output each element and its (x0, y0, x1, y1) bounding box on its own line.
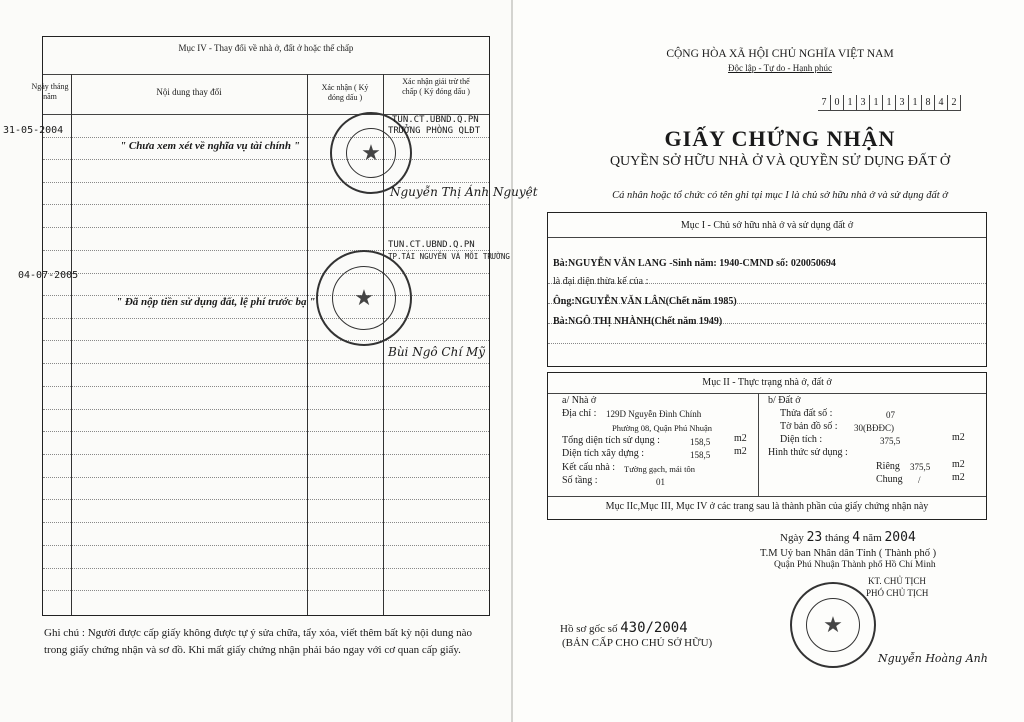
serial-number: 7 0 1 3 1 1 3 1 8 4 2 (818, 95, 961, 111)
land-area-value: 375,5 (880, 436, 901, 446)
entry1-stamp-line2: TRƯỞNG PHÒNG QLĐT (388, 126, 481, 136)
land-area-unit: m2 (952, 432, 965, 443)
file-number: Hồ sơ gốc số 430/2004 (560, 620, 688, 636)
house-address-2: Phường 08, Quận Phú Nhuận (612, 423, 713, 433)
official-seal-1: ★ (330, 112, 412, 194)
col-content-header: Nội dung thay đổi (156, 87, 222, 97)
copy-label: (BẢN CẤP CHO CHỦ SỞ HỮU) (562, 637, 713, 649)
page-fold (511, 0, 513, 722)
section1-box (547, 212, 987, 367)
plot-label: Thửa đất số : (780, 408, 833, 419)
entry1-content: " Chưa xem xét về nghĩa vụ tài chính " (120, 140, 300, 152)
entry2-stamp-line1: TUN.CT.UBND.Q.PN (388, 240, 475, 250)
plot-value: 07 (886, 410, 895, 420)
private-label: Riêng (876, 461, 900, 472)
nation-header: CỘNG HÒA XÃ HỘI CHỦ NGHĨA VIỆT NAM (666, 48, 894, 60)
structure-label: Kết cấu nhà : (562, 462, 616, 473)
col-date-header: Ngày tháng năm (31, 82, 69, 101)
certificate-subtitle: QUYỀN SỞ HỮU NHÀ Ở VÀ QUYỀN SỬ DỤNG ĐẤT Ở (609, 154, 951, 169)
nation-motto: Độc lập - Tự do - Hạnh phúc (728, 63, 832, 73)
entry2-stamp-line2: TP.TÀI NGUYÊN VÀ MÔI TRƯỜNG (388, 252, 510, 261)
sign-title-2: PHÓ CHỦ TỊCH (866, 588, 929, 598)
house-heading: a/ Nhà ở (562, 395, 597, 406)
shared-value: / (918, 475, 921, 485)
build-area-value: 158,5 (690, 450, 711, 460)
house-address: 129D Nguyễn Đình Chính (606, 409, 702, 419)
shared-label: Chung (876, 474, 903, 485)
heir2-line: Bà:NGÔ THỊ NHÀNH(Chết năm 1949) (553, 316, 723, 327)
floors-label: Số tầng : (562, 475, 598, 486)
col-confirm-header: Xác nhận ( Ký đóng dấu ) (321, 83, 369, 102)
structure-value: Tường gạch, mái tôn (624, 464, 695, 474)
left-note: Ghi chú : Người được cấp giấy không được tự ý sửa chữa, tẩy xóa, viết thêm bất kỳ nội dung nào trong giấy chứng nhận và sơ đồ. Khi mất giấy chứng nhận phải báo ngay với cơ quan cấp giấy. (44, 627, 473, 656)
entry1-date: 31-05-2004 (3, 125, 64, 136)
owner-line: Bà:NGUYỄN VĂN LANG -Sinh năm: 1940-CMND số: 020050694 (553, 258, 836, 269)
land-area-label: Diện tích : (780, 434, 823, 445)
authority-line1: T.M Uỷ ban Nhân dân Tỉnh ( Thành phố ) (760, 548, 937, 559)
total-area-unit: m2 (734, 433, 747, 444)
rep-label: là đại diện thừa kế của : (553, 276, 649, 287)
section4-title: Mục IV - Thay đổi về nhà ở, đất ở hoặc thế chấp (178, 43, 354, 53)
col-release-header: Xác nhận giải trừ thế chấp ( Ký đóng dấu ) (402, 77, 470, 96)
shared-unit: m2 (952, 472, 965, 483)
entry1-signer: Nguyễn Thị Ánh Nguyệt (390, 185, 538, 199)
entry1-stamp-line1: TUN.CT.UBND.Q.PN (392, 115, 479, 125)
sign-title-1: KT. CHỦ TỊCH (868, 576, 926, 586)
map-value: 30(BĐĐC) (854, 423, 894, 433)
house-address-label: Địa chỉ : (562, 408, 597, 419)
private-value: 375,5 (910, 462, 931, 472)
entry2-content: " Đã nộp tiền sử dụng đất, lệ phí trước bạ " (116, 296, 316, 308)
total-area-value: 158,5 (690, 437, 711, 447)
authority-line2: Quận Phú Nhuận Thành phố Hồ Chí Minh (774, 560, 936, 570)
land-heading: b/ Đất ở (768, 395, 801, 406)
section2-title: Mục II - Thực trạng nhà ở, đất ở (702, 377, 832, 388)
footer-note: Mục IIc,Mục III, Mục IV ở các trang sau là thành phần của giấy chứng nhận này (605, 501, 929, 512)
floors-value: 01 (656, 477, 665, 487)
entry2-signer: Bùi Ngô Chí Mỹ (388, 345, 486, 359)
build-area-label: Diện tích xây dựng : (562, 448, 645, 459)
issue-date: Ngày 23 tháng 4 năm 2004 (780, 530, 916, 545)
signer-name: Nguyễn Hoàng Anh (878, 652, 988, 665)
official-seal-2: ★ (316, 250, 412, 346)
section2-box (547, 372, 987, 520)
section1-title: Mục I - Chủ sở hữu nhà ở và sử dụng đất ở (680, 220, 854, 231)
map-label: Tờ bản đồ số : (780, 421, 838, 432)
private-unit: m2 (952, 459, 965, 470)
official-seal-3: ★ (790, 582, 876, 668)
certificate-intro: Cá nhân hoặc tổ chức có tên ghi tại mục I là chủ sở hữu nhà ở và sử dụng đất ở (612, 190, 948, 201)
build-area-unit: m2 (734, 446, 747, 457)
certificate-title: GIẤY CHỨNG NHẬN (664, 126, 896, 151)
entry2-date: 04-07-2005 (18, 270, 79, 281)
total-area-label: Tổng diện tích sử dụng : (562, 435, 660, 446)
heir1-line: Ông:NGUYỄN VĂN LÂN(Chết năm 1985) (553, 296, 737, 307)
use-label: Hình thức sử dụng : (768, 447, 848, 458)
